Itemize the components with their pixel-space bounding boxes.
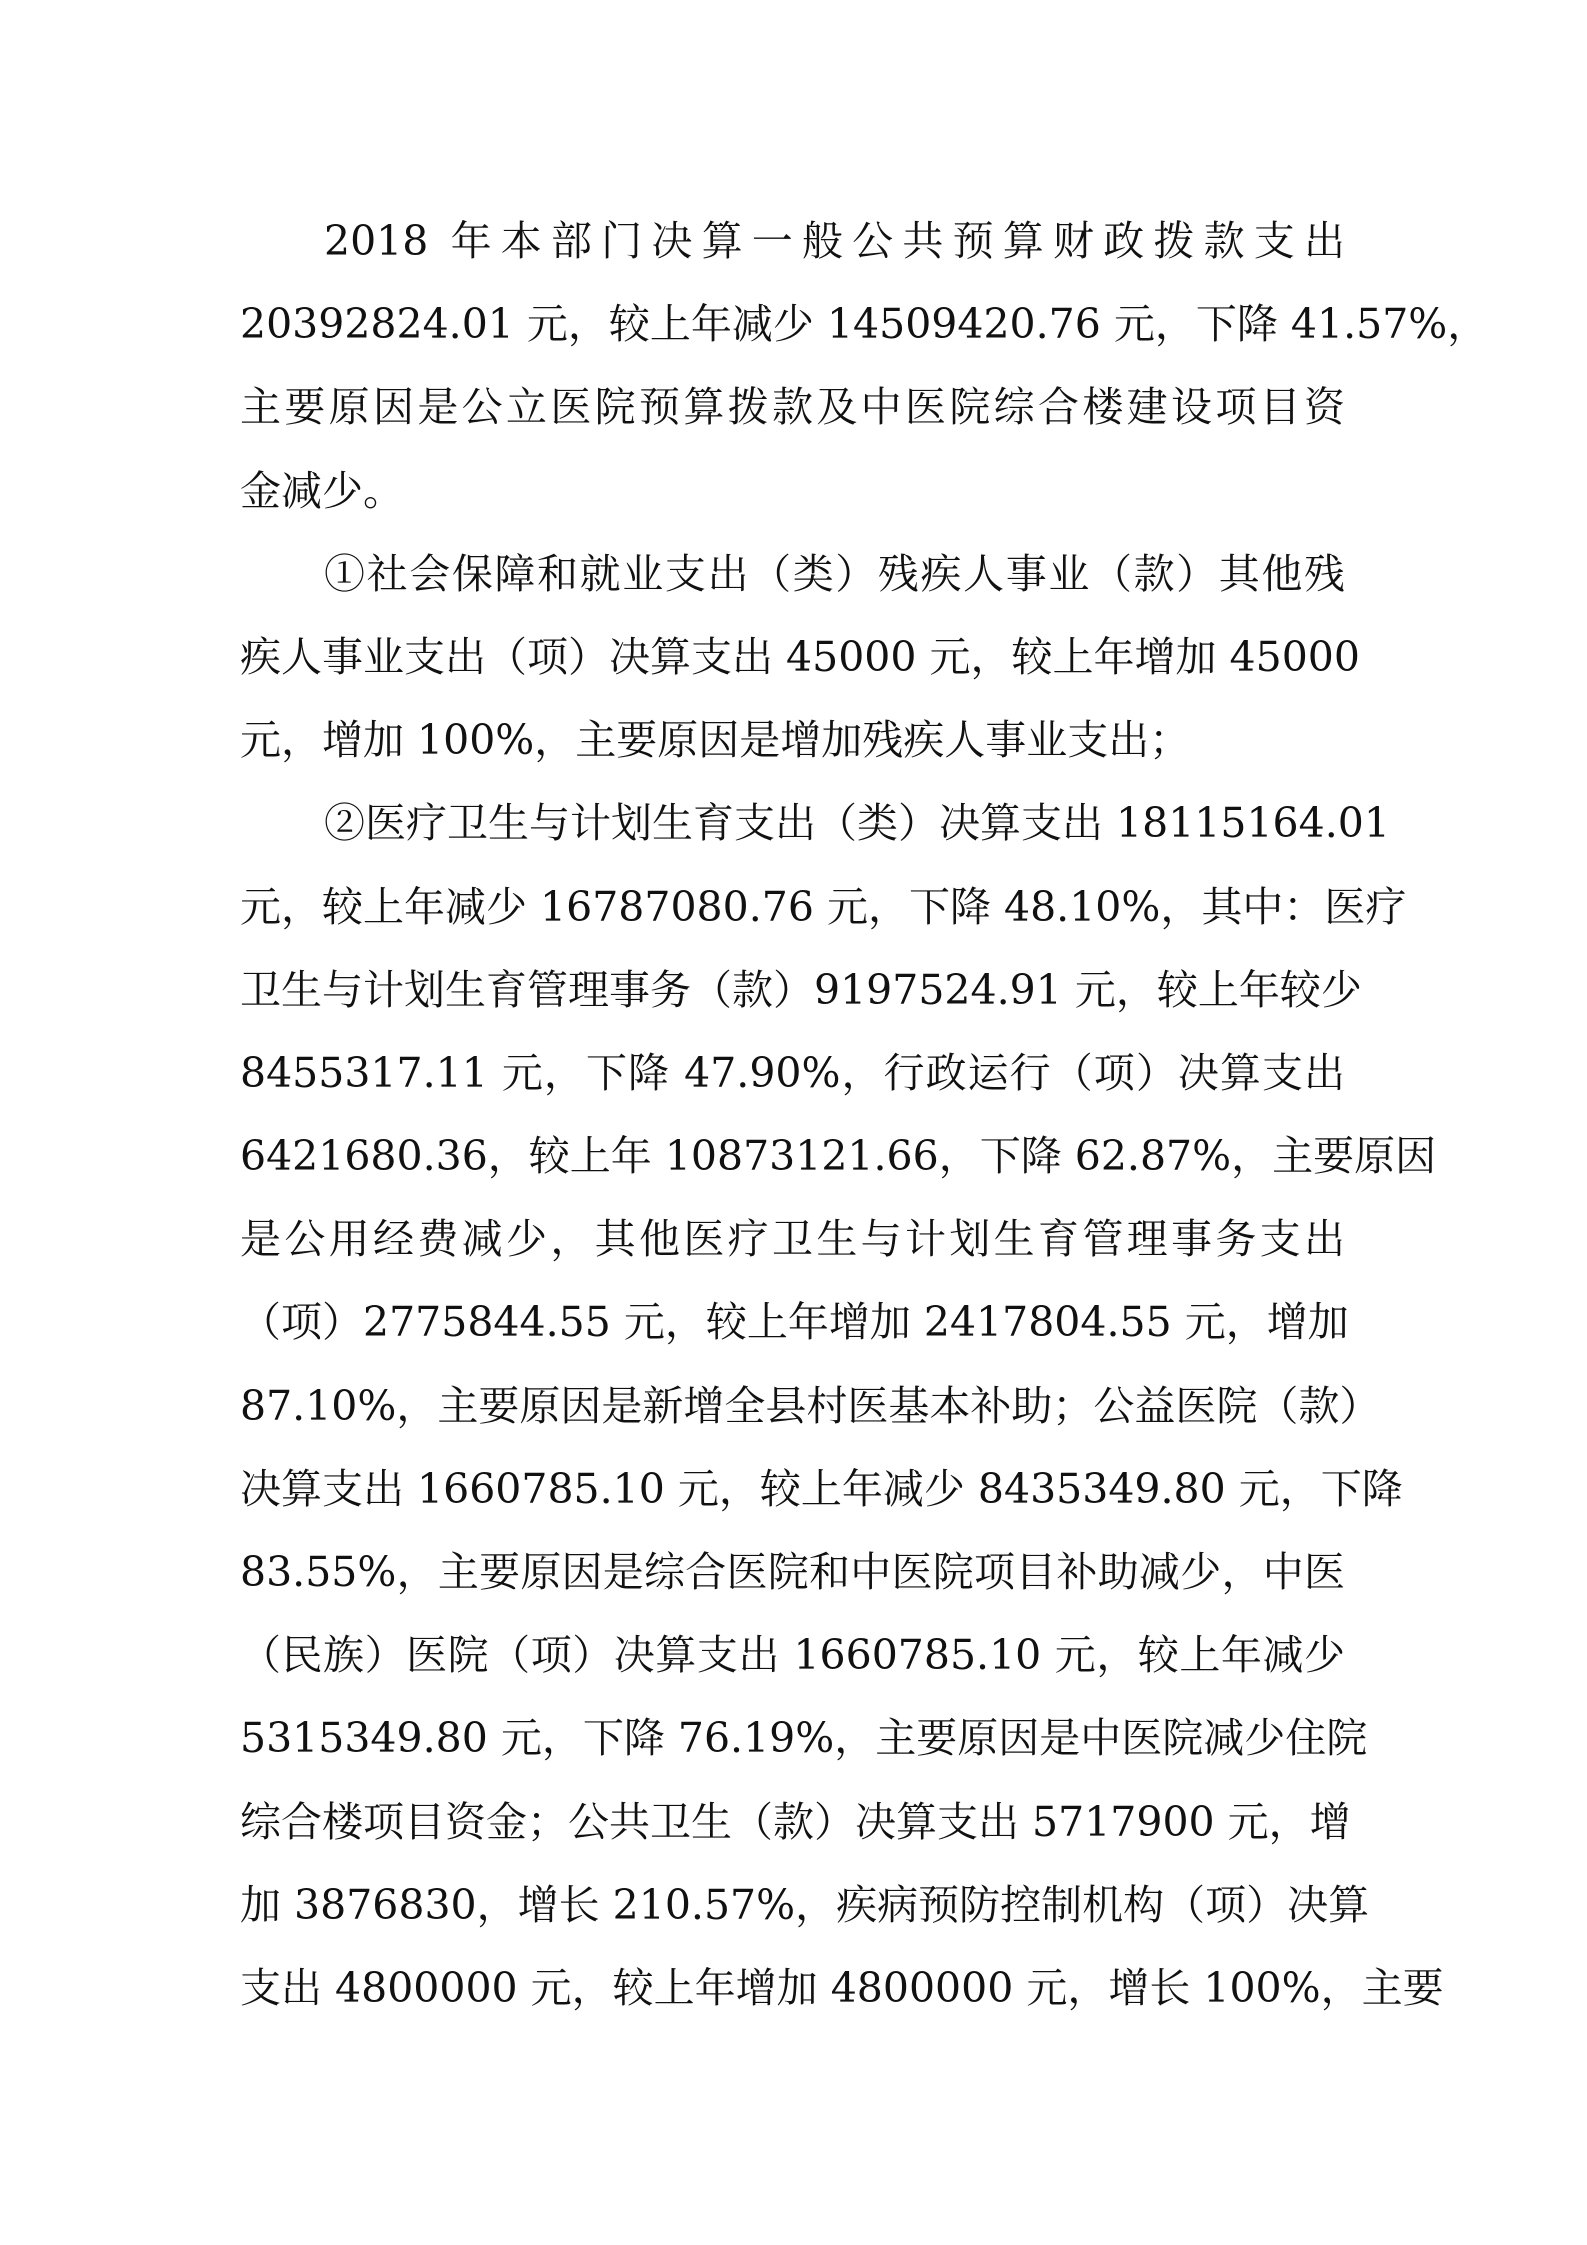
text-line: 5315349.80 元，下降 76.19%，主要原因是中医院减少住院 <box>240 1714 1368 1763</box>
text-line: 金减少。 <box>240 466 404 515</box>
text-line: 支出 4800000 元，较上年增加 4800000 元，增长 100%，主要 <box>240 1963 1444 2012</box>
paragraph-social-security-item <box>240 533 1360 783</box>
text-line: 主要原因是公立医院预算拨款及中医院综合楼建设项目资 <box>240 383 1345 432</box>
text-line: 疾人事业支出（项）决算支出 45000 元，较上年增加 45000 <box>240 632 1360 681</box>
text-line: 8455317.11 元，下降 47.90%，行政运行（项）决算支出 <box>240 1048 1345 1097</box>
text-line: 87.10%，主要原因是新增全县村医基本补助；公益医院（款） <box>240 1381 1381 1430</box>
text-line: 6421680.36，较上年 10873121.66，下降 62.87%，主要原因 <box>240 1132 1437 1181</box>
text-line: 卫生与计划生育管理事务（款）9197524.91 元，较上年较少 <box>240 965 1362 1014</box>
document-body <box>240 200 1489 2030</box>
text-line: 是公用经费减少，其他医疗卫生与计划生育管理事务支出 <box>240 1215 1345 1264</box>
text-line: 元，较上年减少 16787080.76 元，下降 48.10%，其中：医疗 <box>240 882 1407 931</box>
text-line: （民族）医院（项）决算支出 1660785.10 元，较上年减少 <box>240 1631 1345 1680</box>
paragraph-general-budget-summary <box>240 200 1489 533</box>
text-line: 2018 年本部门决算一般公共预算财政拨款支出 <box>324 217 1345 265</box>
text-line: 加 3876830，增长 210.57%，疾病预防控制机构（项）决算 <box>240 1880 1370 1929</box>
text-line: ②医疗卫生与计划生育支出（类）决算支出 18115164.01 <box>324 799 1390 848</box>
text-line: 20392824.01 元，较上年减少 14509420.76 元，下降 41.57%， <box>240 300 1489 349</box>
text-line: 83.55%，主要原因是综合医院和中医院项目补助减少，中医 <box>240 1548 1345 1596</box>
text-line: 综合楼项目资金；公共卫生（款）决算支出 5717900 元，增 <box>240 1797 1351 1846</box>
text-line: ①社会保障和就业支出（类）残疾人事业（款）其他残 <box>324 549 1345 598</box>
text-line: 元，增加 100%，主要原因是增加残疾人事业支出； <box>240 716 1191 765</box>
text-line: 决算支出 1660785.10 元，较上年减少 8435349.80 元，下降 <box>240 1464 1403 1513</box>
paragraph-medical-health-item <box>240 782 1444 2030</box>
text-line: （项）2775844.55 元，较上年增加 2417804.55 元，增加 <box>240 1298 1349 1347</box>
